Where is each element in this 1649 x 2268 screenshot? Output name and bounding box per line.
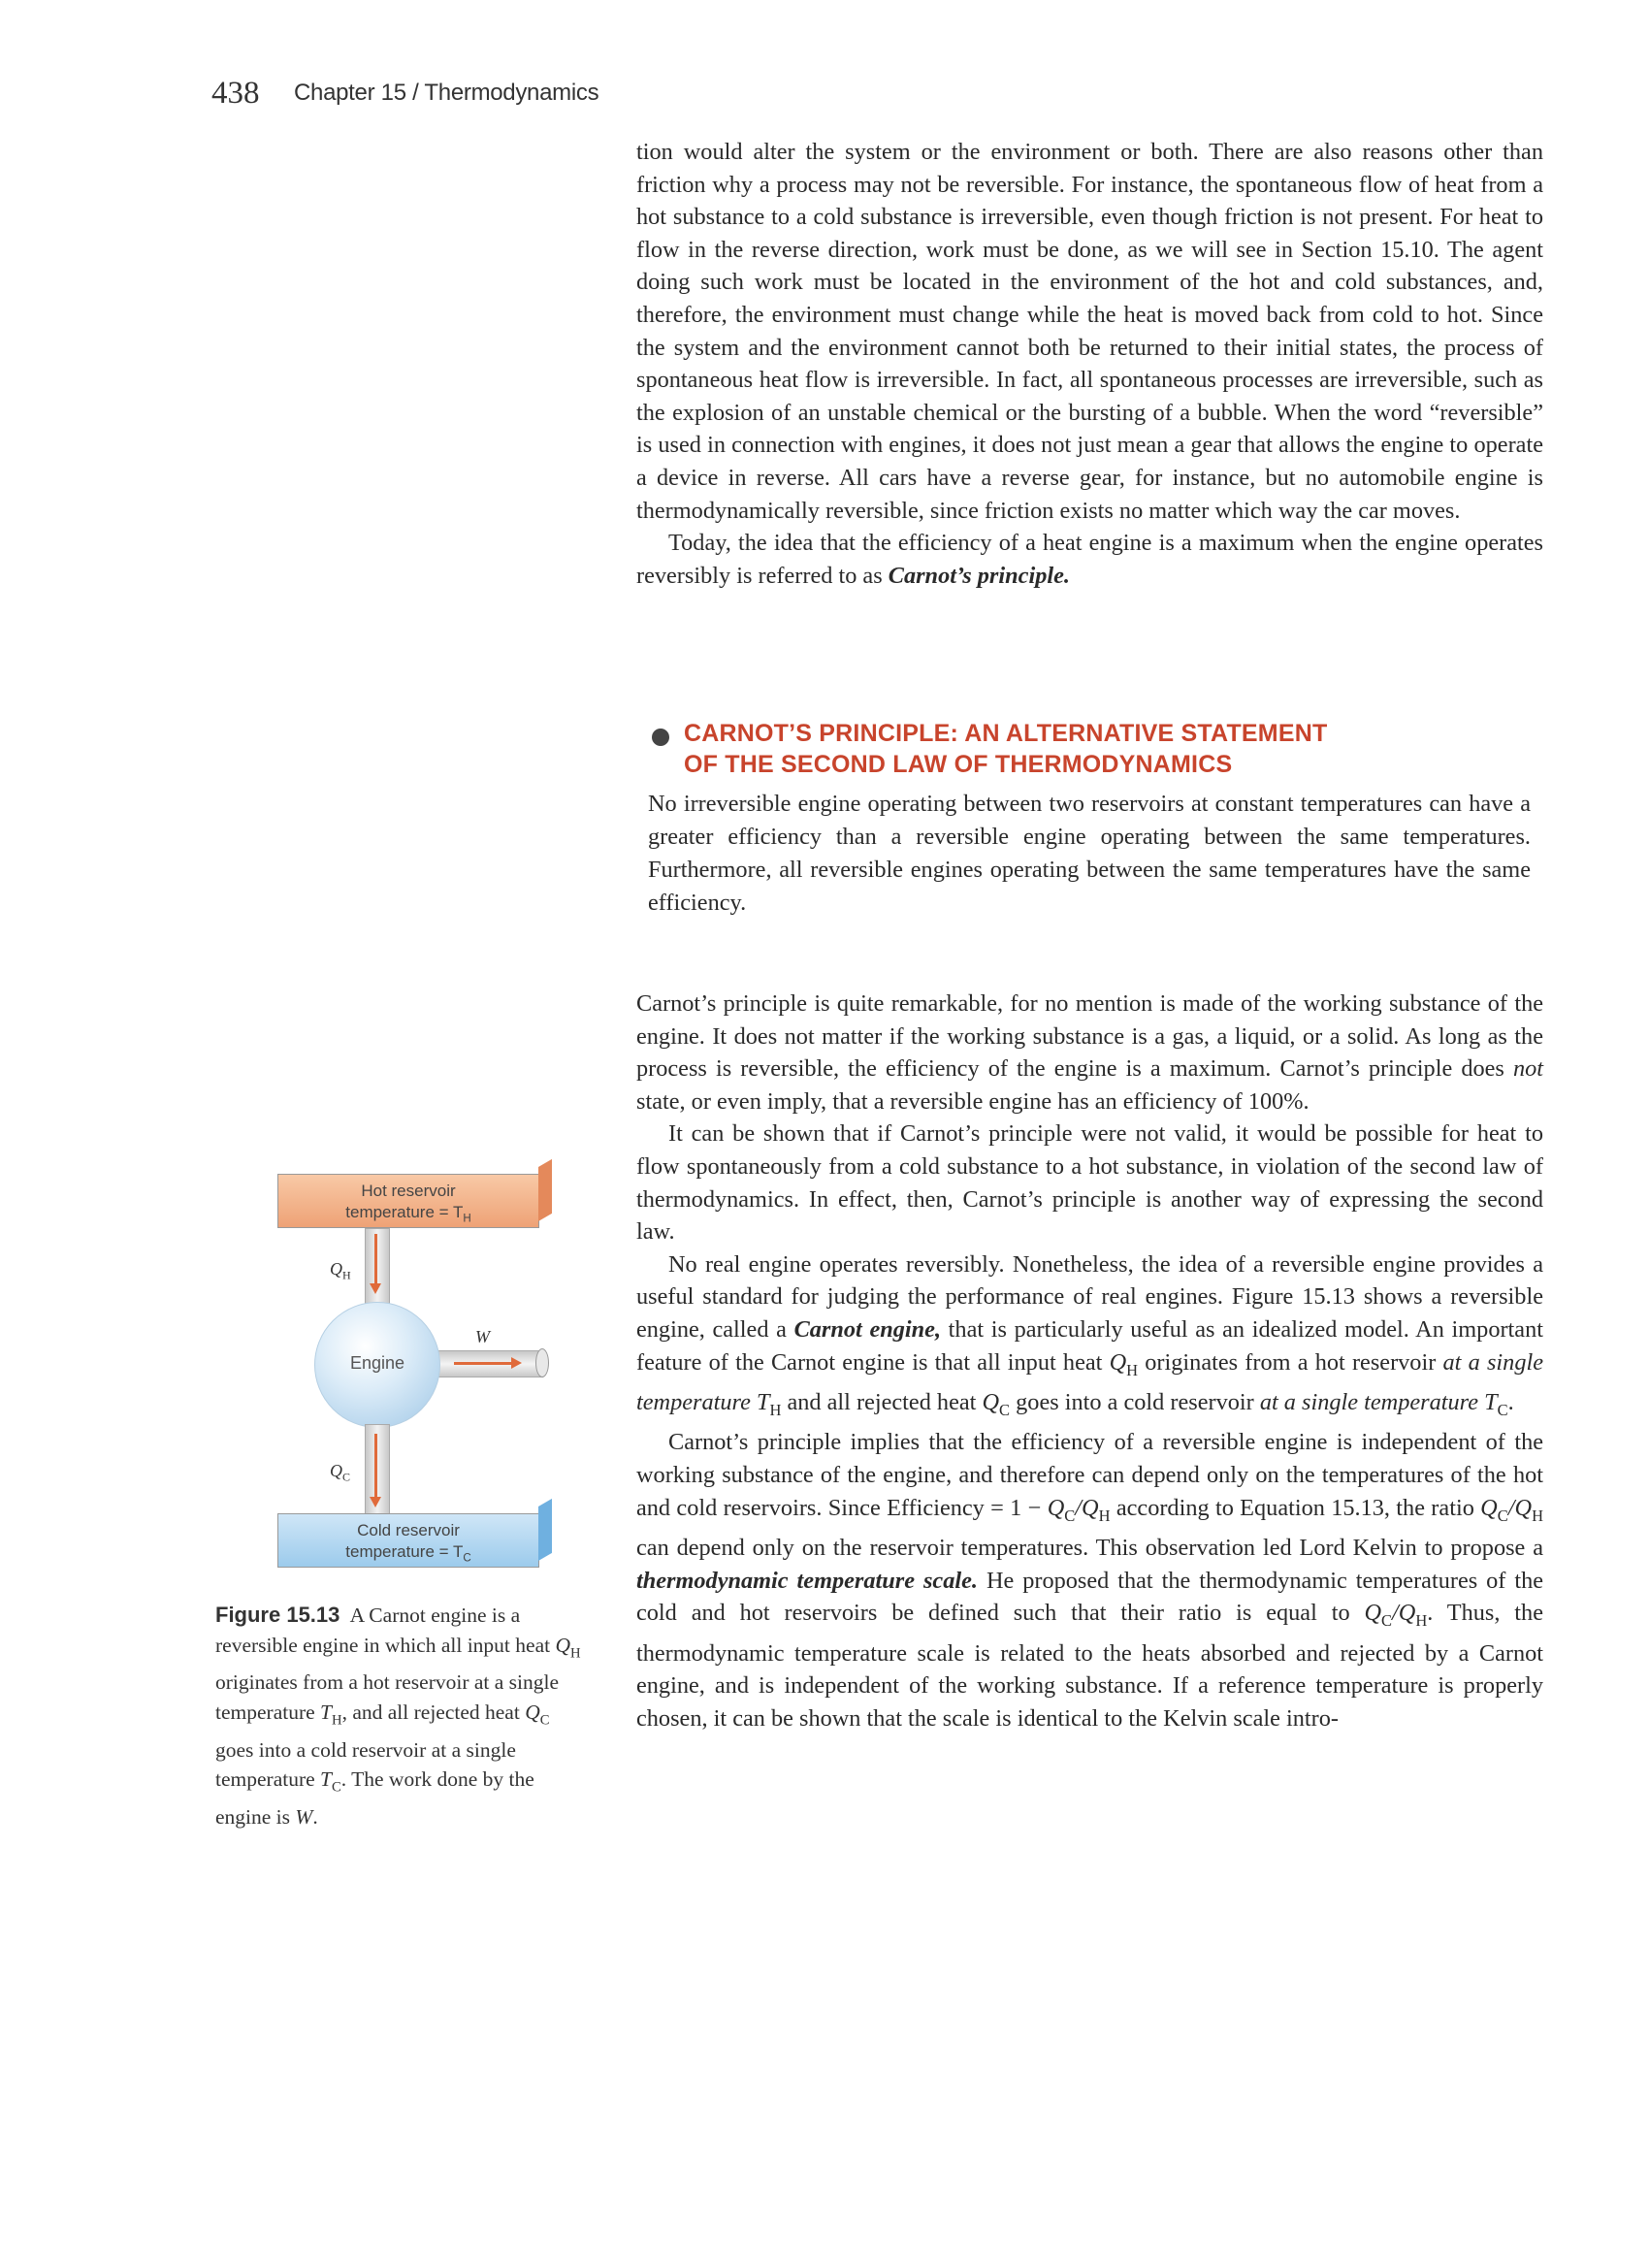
principle-box	[648, 718, 1531, 920]
subscript: C	[463, 1552, 471, 1565]
caption-text: goes into a cold reservoir at a single temperature	[215, 1737, 516, 1792]
q-symbol: Q	[330, 1461, 342, 1480]
principle-text: No irreversible engine operating between two reservoirs at constant temperatures can have a greater efficiency than a reversible engine operating between the same temperatures. Furthermore, all reversible engines operating between the same temperatures have the same efficiency.	[648, 791, 1531, 916]
qc-label	[330, 1461, 350, 1485]
caption-text: , and all rejected heat	[341, 1700, 520, 1724]
cold-reservoir	[277, 1513, 539, 1568]
hot-reservoir	[277, 1174, 539, 1228]
math: $T_C$	[320, 1767, 341, 1796]
principle-title-line: CARNOT’S PRINCIPLE: AN ALTERNATIVE STATEMENT	[684, 720, 1328, 747]
engine	[314, 1302, 440, 1428]
engine-label: Engine	[349, 1353, 405, 1373]
heat-in-arrow-icon	[374, 1234, 377, 1284]
subscript: H	[463, 1213, 471, 1225]
subscript: C	[342, 1470, 351, 1484]
caption-text: originates from a hot reservoir at a single temperature	[215, 1670, 560, 1724]
caption-text: . The work done by the engine is	[215, 1767, 534, 1829]
math: $Q_H$	[555, 1633, 581, 1661]
term-thermodynamic-temperature-scale: thermodynamic temperature scale.	[636, 1567, 978, 1594]
subscript: H	[342, 1268, 351, 1282]
paragraph: No real engine operates reversibly. Nonetheless, the idea of a reversible engine provides a useful standard for judging the performance of real engines. Figure 15.13 shows a reversible engine, called a Carnot engine, that is particularly useful as an idealized model. An important feature of the Carnot engine is that all input heat $Q_H$ originates from a hot reservoir at a single temperature $T_H$ and all rejected heat $Q_C$ goes into a cold reservoir at a single temperature $T_C$.	[636, 1250, 1544, 1419]
hot-reservoir-temp	[278, 1202, 538, 1229]
math: W	[295, 1804, 313, 1829]
q-symbol: Q	[330, 1259, 342, 1279]
bullet-icon	[652, 729, 669, 746]
bottom-text-block	[636, 988, 1543, 1735]
term-carnots-principle: Carnot’s principle.	[888, 562, 1070, 589]
caption-text: .	[312, 1804, 318, 1829]
running-head: Chapter 15 / Thermodynamics	[294, 80, 599, 106]
paragraph	[636, 527, 1543, 592]
math: $Q_C$	[525, 1700, 550, 1729]
principle-title-line: OF THE SECOND LAW OF THERMODYNAMICS	[684, 751, 1233, 778]
work-label: W	[475, 1327, 490, 1346]
term-carnot-engine: Carnot engine,	[793, 1315, 942, 1343]
paragraph: It can be shown that if Carnot’s principle were not valid, it would be possible for heat to flow spontaneously from a cold substance to a hot substance, in violation of the second law of thermodynamics. In effect, then, Carnot’s principle is another way of expressing the second law.	[636, 1120, 1543, 1246]
carnot-engine-figure	[272, 1174, 553, 1591]
qh-label	[330, 1259, 351, 1283]
text-span: Today, the idea that the efficiency of a heat engine is a maximum when the engine operates reversibly is referred to as	[636, 530, 1543, 589]
pipe-top	[365, 1228, 390, 1308]
cold-reservoir-label: Cold reservoir	[357, 1521, 460, 1539]
temp-text: temperature = T	[345, 1203, 464, 1221]
cold-reservoir-temp	[278, 1541, 538, 1569]
math: $T_H$	[320, 1700, 342, 1729]
paragraph: tion would alter the system or the environment or both. There are also reasons other than friction why a process may not be reversible. For instance, the spontaneous flow of heat from a hot substance to a cold substance is irreversible, even though friction is not present. For heat to flow in the reverse direction, work must be done, as we will see in Section 15.10. The agent doing such work must be located in the environment of the hot and cold substances, and, therefore, the environment must change while the heat is moved back from cold to hot. Since the system and the environment cannot both be returned to their initial states, the process of spontaneous heat flow is irreversible. In fact, all spontaneous processes are irreversible, such as the explosion of an unstable chemical or the bursting of a bubble. When the word “reversible” is used in connection with engines, it does not just mean a gear that allows the engine to operate a device in reverse. All cars have a reverse gear, for instance, but no automobile engine is thermodynamically reversible, since friction exists no matter which way the car moves.	[636, 139, 1543, 524]
paragraph: Carnot’s principle implies that the efficiency of a reversible engine is independent of the working substance of the engine, and therefore can depend only on the temperatures of the hot and cold reservoirs. Since Efficiency = $1 - Q_C/Q_H$ according to Equation 15.13, the ratio $Q_C/Q_H$ can depend only on the reservoir temperatures. This observation led Lord Kelvin to propose a thermodynamic temperature scale. He proposed that the thermodynamic temperatures of the cold and hot reservoirs be defined such that their ratio is equal to $Q_C/Q_H$. Thus, the thermodynamic temperature scale is related to the heats absorbed and rejected by a Carnot engine, and is independent of the working substance. If a reference temperature is properly chosen, it can be shown that the scale is identical to the Kelvin scale intro-	[636, 1429, 1544, 1732]
caption-text: A Carnot engine is a reversible engine in which all input heat	[215, 1604, 551, 1657]
heat-out-arrow-icon	[374, 1434, 377, 1498]
hot-reservoir-label: Hot reservoir	[361, 1182, 456, 1200]
top-text-block	[636, 136, 1543, 592]
work-arrow-icon	[454, 1362, 512, 1365]
paragraph: Carnot’s principle is quite remarkable, for no mention is made of the working substance of the engine. It does not matter if the working substance is a gas, a liquid, or a solid. As long as the process is reversible, the efficiency of the engine is a maximum. Carnot’s principle does not state, or even imply, that a reversible engine has an efficiency of 100%.	[636, 990, 1544, 1115]
pipe-cap	[535, 1348, 549, 1377]
figure-caption	[215, 1601, 590, 1831]
temp-text: temperature = T	[345, 1542, 464, 1561]
principle-title	[684, 718, 1531, 780]
page-number: 438	[211, 76, 260, 111]
figure-number: Figure 15.13	[215, 1603, 340, 1627]
